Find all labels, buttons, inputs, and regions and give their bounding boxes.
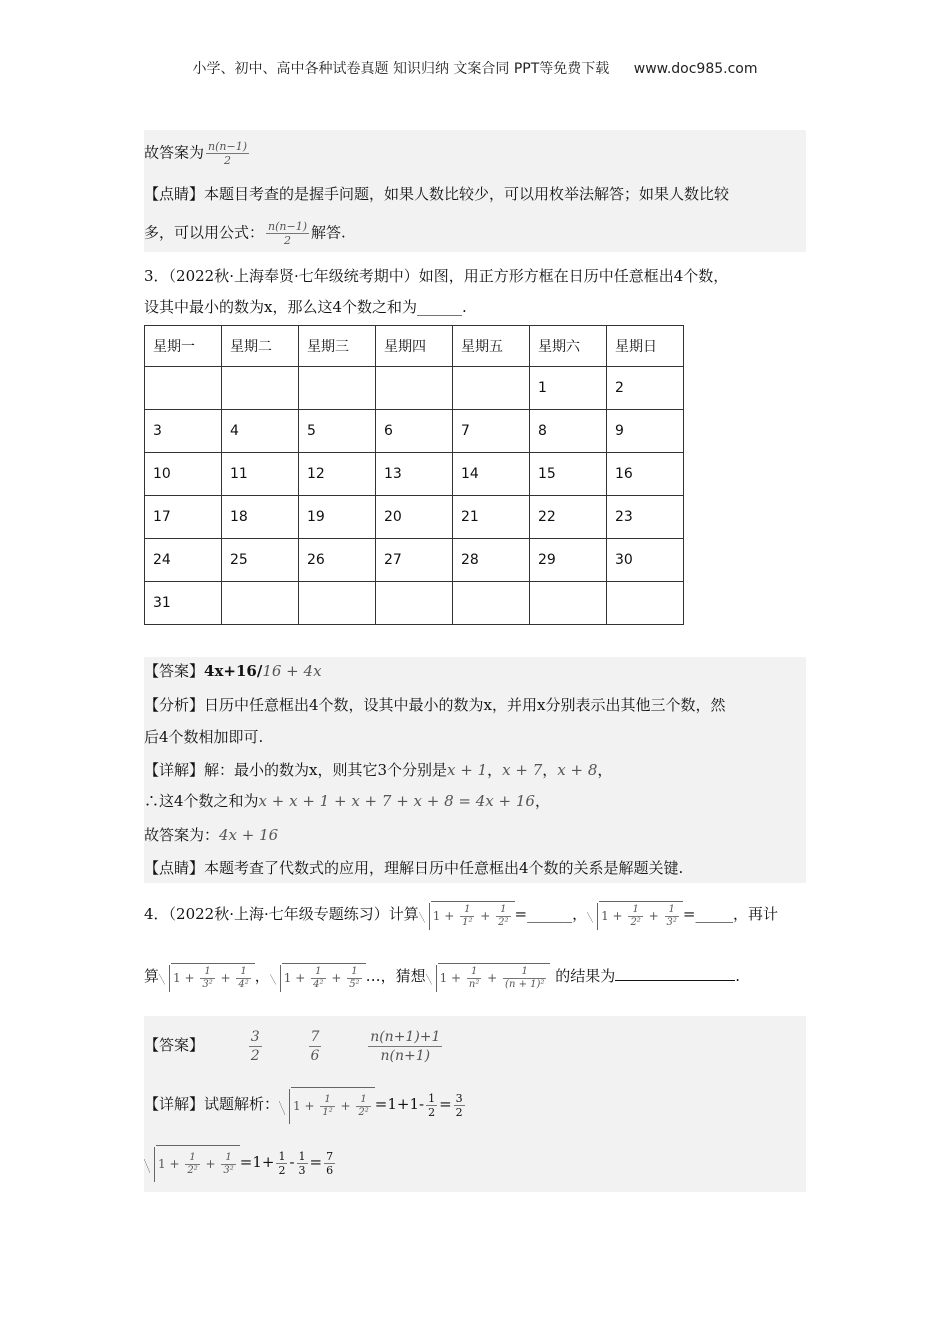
page-header [0, 58, 950, 78]
table-cell [299, 367, 376, 410]
table-cell: 20 [376, 496, 453, 539]
table-cell: 31 [145, 582, 222, 625]
q3-sum-line: ∴这4个数之和为x + x + 1 + x + 7 + x + 8 = 4x + 16， [144, 792, 550, 810]
q2-answer-fraction: $\frac{n(n-1)}{2}$ [208, 140, 247, 167]
table-cell [453, 582, 530, 625]
q4-answer-line: 【答案】 $\frac{3}{2}$ $\frac{7}{6}$ $\frac{n(n+1)+1}{n(n+1)}$ [144, 1028, 441, 1064]
table-header: 星期三 [299, 326, 376, 367]
q2-answer-line: 故答案为 $\frac{n(n-1)}{2}$ [144, 140, 247, 167]
sqrt-expression: 1 + $\frac{1}{\text{n²}}$ + $\frac{1}{\text{(n + 1)²}}$ [426, 963, 551, 992]
q4-detail-line1: 【详解】试题解析： 1 + $\frac{1}{\text{1²}}$ + $\frac{1}{\text{2²}}$ =1+1- $\frac{1}{2}$ = $\frac{3}{2}$ [144, 1086, 467, 1124]
table-cell [299, 582, 376, 625]
table-cell: 10 [145, 453, 222, 496]
table-cell: 7 [453, 410, 530, 453]
table-cell: 28 [453, 539, 530, 582]
table-row [145, 367, 684, 410]
table-header: 星期日 [607, 326, 684, 367]
header-text: 小学、初中、高中各种试卷真题 知识归纳 文案合同 PPT等免费下载 [192, 61, 610, 77]
table-cell: 8 [530, 410, 607, 453]
table-header: 星期二 [222, 326, 299, 367]
table-cell: 9 [607, 410, 684, 453]
table-cell: 18 [222, 496, 299, 539]
table-cell [222, 582, 299, 625]
table-row [145, 453, 684, 496]
table-cell [607, 582, 684, 625]
sqrt-expression: 1 + $\frac{1}{\text{2²}}$ + $\frac{1}{\text{3²}}$ [587, 901, 683, 930]
q3-stem-line1: 3．（2022秋·上海奉贤·七年级统考期中）如图，用正方形方框在日历中任意框出4个数， [144, 267, 729, 285]
q2-formula-fraction: $\frac{n(n-1)}{2}$ [268, 220, 307, 247]
table-cell [145, 367, 222, 410]
table-cell: 3 [145, 410, 222, 453]
sqrt-expression: 1 + $\frac{1}{\text{4²}}$ + $\frac{1}{\text{5²}}$ [270, 963, 366, 992]
sqrt-expression: 1 + $\frac{1}{\text{2²}}$ + $\frac{1}{\text{3²}}$ [144, 1145, 240, 1182]
table-cell: 29 [530, 539, 607, 582]
table-cell: 30 [607, 539, 684, 582]
q3-final-line: 故答案为：4x + 16 [144, 826, 279, 844]
q2-comment-line2: 多，可以用公式： $\frac{n(n-1)}{2}$ 解答. [144, 220, 346, 247]
q3-detail-line: 【详解】解：最小的数为x，则其它3个分别是x + 1，x + 7，x + 8， [144, 761, 613, 779]
table-row [145, 582, 684, 625]
table-cell: 16 [607, 453, 684, 496]
table-cell: 22 [530, 496, 607, 539]
calendar-header-row [145, 326, 684, 367]
table-cell: 23 [607, 496, 684, 539]
table-cell: 19 [299, 496, 376, 539]
table-row [145, 539, 684, 582]
table-header: 星期六 [530, 326, 607, 367]
table-cell: 4 [222, 410, 299, 453]
q4-stem-line1: 4．（2022秋·上海·七年级专题练习）计算 1 + $\frac{1}{\text{1²}}$ + $\frac{1}{\text{2²}}$ =______， 1 + $\frac{1}{\text{2²}}$ + $\frac{1}{\text{3²}}$ =_____，再计 [144, 900, 778, 930]
table-cell: 21 [453, 496, 530, 539]
table-row [145, 410, 684, 453]
table-row [145, 496, 684, 539]
table-header: 星期一 [145, 326, 222, 367]
q3-comment-line: 【点睛】本题考查了代数式的应用，理解日历中任意框出4个数的关系是解题关键. [144, 859, 684, 877]
table-cell: 14 [453, 453, 530, 496]
table-cell: 15 [530, 453, 607, 496]
q2-comment-line1: 【点睛】本题目考查的是握手问题，如果人数比较少，可以用枚举法解答；如果人数比较 [144, 185, 730, 203]
q4-answer-2: $\frac{7}{6}$ [310, 1028, 320, 1064]
table-cell: 5 [299, 410, 376, 453]
table-cell [376, 582, 453, 625]
table-cell: 25 [222, 539, 299, 582]
table-header: 星期四 [376, 326, 453, 367]
q4-answer-3: $\frac{n(n+1)+1}{n(n+1)}$ [370, 1028, 441, 1064]
table-cell: 13 [376, 453, 453, 496]
table-cell: 6 [376, 410, 453, 453]
table-cell [376, 367, 453, 410]
sqrt-expression: 1 + $\frac{1}{\text{3²}}$ + $\frac{1}{\text{4²}}$ [159, 963, 255, 992]
table-cell: 26 [299, 539, 376, 582]
q4-detail-line2: 1 + $\frac{1}{\text{2²}}$ + $\frac{1}{\text{3²}}$ =1+ $\frac{1}{2}$ - $\frac{1}{3}$ = $\frac{7}{6}$ [144, 1144, 337, 1182]
table-cell: 11 [222, 453, 299, 496]
q3-analysis-line2: 后4个数相加即可. [144, 728, 264, 746]
header-site: www.doc985.com [633, 61, 758, 77]
table-cell: 1 [530, 367, 607, 410]
table-cell [453, 367, 530, 410]
q3-answer-line: 【答案】4x+16/16 + 4x [144, 662, 322, 680]
sqrt-expression: 1 + $\frac{1}{\text{1²}}$ + $\frac{1}{\text{2²}}$ [279, 1087, 375, 1124]
calendar-table [144, 325, 684, 625]
q4-answer-1: $\frac{3}{2}$ [250, 1028, 260, 1064]
q3-stem-line2: 设其中最小的数为x，那么这4个数之和为______. [144, 298, 467, 316]
table-cell [530, 582, 607, 625]
table-cell: 12 [299, 453, 376, 496]
table-cell: 27 [376, 539, 453, 582]
table-cell: 17 [145, 496, 222, 539]
q3-analysis-line1: 【分析】日历中任意框出4个数，设其中最小的数为x，并用x分别表示出其他三个数，然 [144, 696, 726, 714]
sqrt-expression: 1 + $\frac{1}{\text{1²}}$ + $\frac{1}{\text{2²}}$ [419, 901, 515, 930]
table-cell: 2 [607, 367, 684, 410]
table-cell [222, 367, 299, 410]
table-cell: 24 [145, 539, 222, 582]
table-header: 星期五 [453, 326, 530, 367]
q4-stem-line2: 算 1 + $\frac{1}{\text{3²}}$ + $\frac{1}{\text{4²}}$ ， 1 + $\frac{1}{\text{4²}}$ + $\frac{1}{\text{5²}}$ …，猜想 1 + $\frac{1}{\text{n²}}$ + $\frac{1}{\text{(n + 1)²}}$ 的结果为 . [144, 962, 740, 992]
